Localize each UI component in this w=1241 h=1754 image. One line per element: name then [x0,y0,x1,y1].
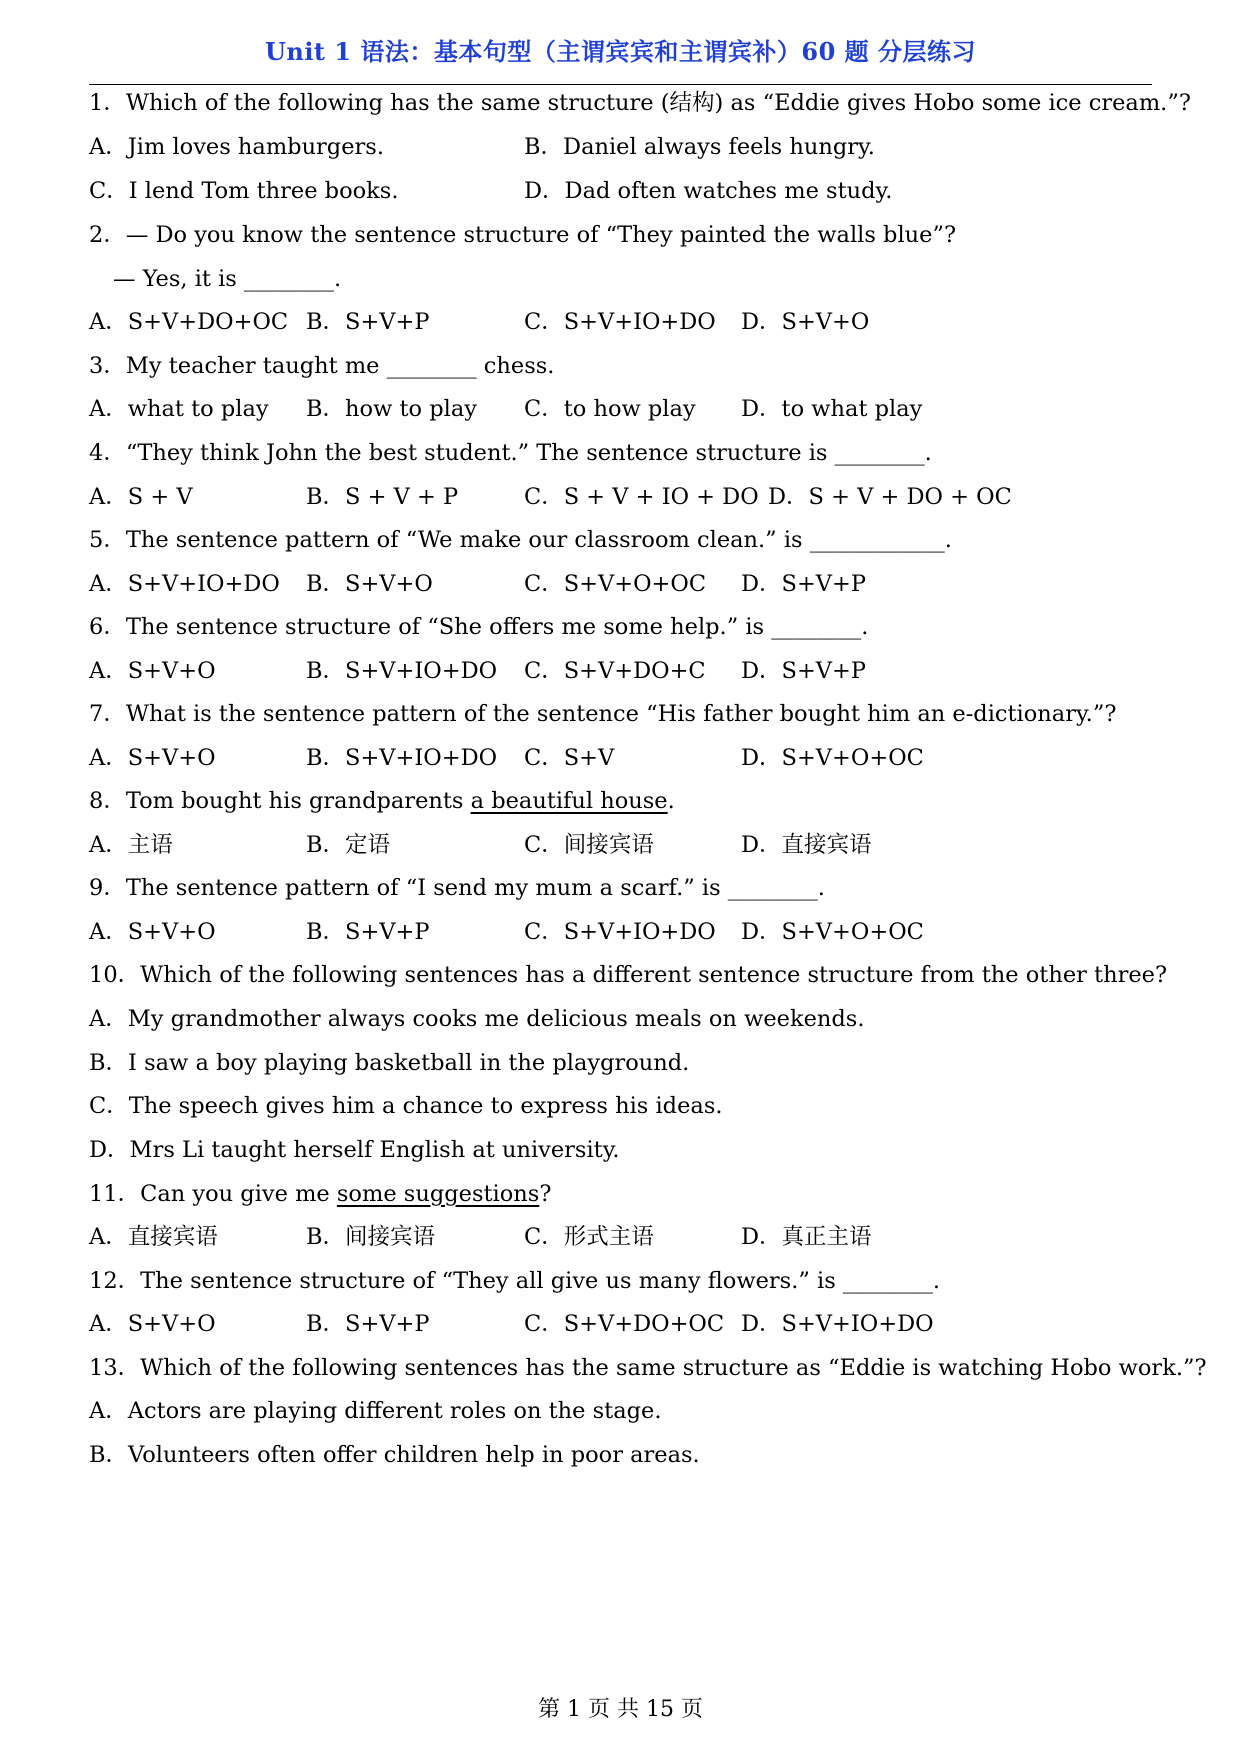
q10-option-d: D．Mrs Li taught herself English at university. [89,1137,620,1163]
q3-option-d: D．to what play [741,396,923,422]
q7-option-a: A．S+V+O [89,745,216,771]
q1-option-d: D．Dad often watches me study. [524,178,893,204]
question-2: 2．— Do you know the sentence structure of “They painted the walls blue”? [89,222,957,248]
q9-option-a: A．S+V+O [89,919,216,945]
q8-option-d: D．直接宾语 [741,832,872,858]
q7-option-c: C．S+V [524,745,615,771]
question-8-underlined: a beautiful house [470,788,668,814]
header-rule [89,84,1152,85]
q6-option-c: C．S+V+DO+C [524,658,706,684]
q1-option-b: B．Daniel always feels hungry. [524,134,875,160]
question-4: 4．“They think John the best student.” The sentence structure is ________. [89,440,932,466]
q7-option-d: D．S+V+O+OC [741,745,924,771]
q2-option-b: B．S+V+P [306,309,430,335]
q6-option-d: D．S+V+P [741,658,867,684]
question-12: 12．The sentence structure of “They all give us many flowers.” is ________. [89,1268,941,1294]
question-8-end: . [667,788,675,814]
q11-option-d: D．真正主语 [741,1224,872,1250]
q12-option-a: A．S+V+O [89,1311,216,1337]
question-5: 5．The sentence pattern of “We make our classroom clean.” is ____________. [89,527,952,553]
page-header-title: Unit 1 语法：基本句型（主谓宾宾和主谓宾补）60 题 分层练习 [264,37,977,66]
page-footer: 第 1 页 共 15 页 [538,1697,703,1722]
q2-option-c: C．S+V+IO+DO [524,309,716,335]
q8-option-a: A．主语 [89,832,173,858]
question-11-underlined: some suggestions [336,1181,540,1207]
q9-option-c: C．S+V+IO+DO [524,919,716,945]
q7-option-b: B．S+V+IO+DO [306,745,498,771]
q1-option-a: A．Jim loves hamburgers. [89,134,384,160]
q2-option-a: A．S+V+DO+OC [89,309,289,335]
q13-option-b: B．Volunteers often offer children help in poor areas. [89,1442,700,1468]
q4-option-b: B．S + V + P [306,484,459,510]
q4-option-d: D．S + V + DO + OC [768,484,1012,510]
q5-option-c: C．S+V+O+OC [524,571,707,597]
q4-option-c: C．S + V + IO + DO [524,484,759,510]
question-13: 13．Which of the following sentences has the same structure as “Eddie is watching Hobo work.”? [89,1355,1207,1381]
q3-option-a: A．what to play [89,396,269,422]
q5-option-a: A．S+V+IO+DO [89,571,280,597]
q2-option-d: D．S+V+O [741,309,870,335]
question-11-end: ? [539,1181,552,1207]
q1-option-c: C．I lend Tom three books. [89,178,399,204]
q5-option-d: D．S+V+P [741,571,867,597]
question-2-reply: — Yes, it is ________. [113,266,342,292]
q4-option-a: A．S + V [89,484,193,510]
question-11 [89,1183,551,1206]
question-1: 1．Which of the following has the same structure (结构) as “Eddie gives Hobo some ice cream.”? [89,90,1191,116]
q10-option-a: A．My grandmother always cooks me delicious meals on weekends. [89,1006,865,1032]
question-10: 10．Which of the following sentences has a different sentence structure from the other three? [89,962,1168,988]
q12-option-c: C．S+V+DO+OC [524,1311,725,1337]
question-8-text: 8．Tom bought his grandparents [89,788,471,814]
q11-option-b: B．间接宾语 [306,1224,436,1250]
q8-option-b: B．定语 [306,832,391,858]
question-9: 9．The sentence pattern of “I send my mum a scarf.” is ________. [89,875,825,901]
q12-option-b: B．S+V+P [306,1311,430,1337]
q10-option-b: B．I saw a boy playing basketball in the playground. [89,1050,690,1076]
q10-option-c: C．The speech gives him a chance to express his ideas. [89,1093,723,1119]
q12-option-d: D．S+V+IO+DO [741,1311,934,1337]
question-8 [89,790,675,813]
q3-option-b: B．how to play [306,396,477,422]
question-7: 7．What is the sentence pattern of the sentence “His father bought him an e-dictionary.”? [89,701,1117,727]
q3-option-c: C．to how play [524,396,696,422]
q6-option-b: B．S+V+IO+DO [306,658,498,684]
question-6: 6．The sentence structure of “She offers me some help.” is ________. [89,614,869,640]
q5-option-b: B．S+V+O [306,571,433,597]
question-3: 3．My teacher taught me ________ chess. [89,353,555,379]
q6-option-a: A．S+V+O [89,658,216,684]
q9-option-d: D．S+V+O+OC [741,919,924,945]
question-11-text: 11．Can you give me [89,1181,337,1207]
q11-option-a: A．直接宾语 [89,1224,218,1250]
q13-option-a: A．Actors are playing different roles on the stage. [89,1398,662,1424]
q9-option-b: B．S+V+P [306,919,430,945]
q11-option-c: C．形式主语 [524,1224,654,1250]
q8-option-c: C．间接宾语 [524,832,654,858]
